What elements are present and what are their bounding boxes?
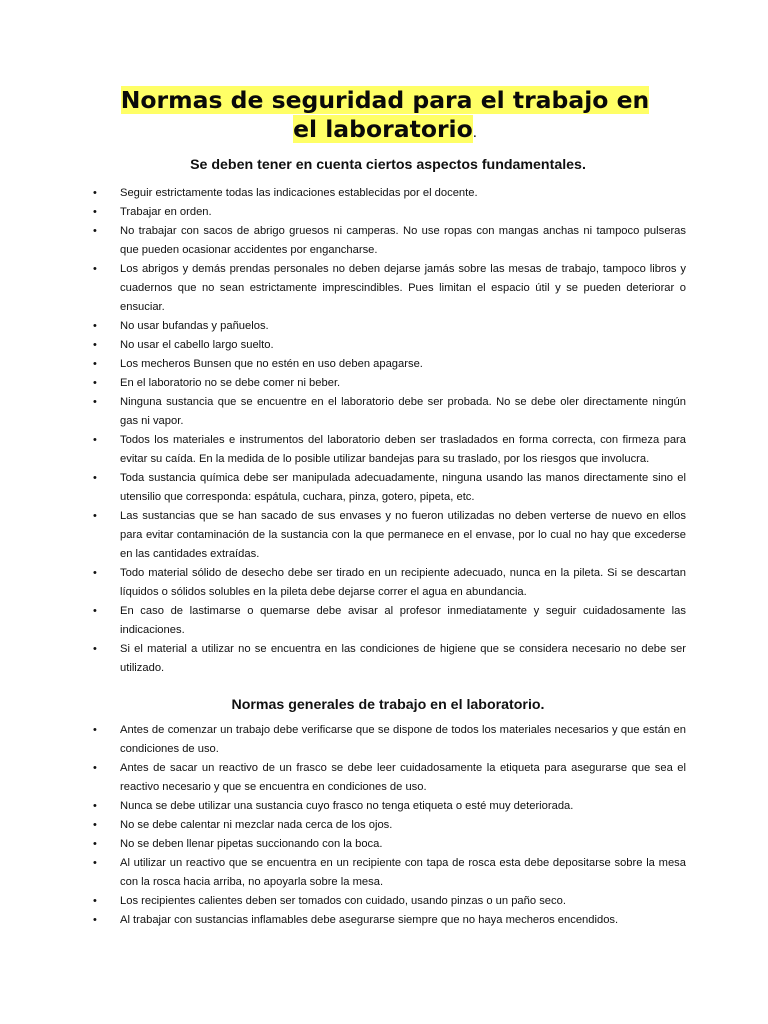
bullet-icon: • bbox=[93, 187, 97, 199]
list-item-text: Los mecheros Bunsen que no estén en uso deben apagarse. bbox=[120, 358, 423, 370]
bullet-icon: • bbox=[93, 762, 97, 774]
section-1-heading-text: Se deben tener en cuenta ciertos aspectos fundamentales bbox=[190, 157, 582, 173]
list-item-text: No trabajar con sacos de abrigo gruesos ni camperas. No use ropas con mangas anchas ni tampoco pulseras que pueden ocasionar accidentes por engancharse. bbox=[120, 225, 686, 256]
list-item bbox=[90, 602, 686, 640]
list-item bbox=[90, 260, 686, 317]
bullet-icon: • bbox=[93, 605, 97, 617]
list-item bbox=[90, 640, 686, 678]
title-line-2: el laboratorio bbox=[293, 115, 473, 143]
list-item-text: Todos los materiales e instrumentos del laboratorio deben ser trasladados en forma correcta, con firmeza para evitar su caída. En la medida de lo posible utilizar bandejas para su traslado, por los riesgos que involucra. bbox=[120, 434, 686, 465]
list-item bbox=[90, 469, 686, 507]
list-item bbox=[90, 336, 686, 355]
bullet-icon: • bbox=[93, 724, 97, 736]
bullet-icon: • bbox=[93, 358, 97, 370]
list-item bbox=[90, 835, 686, 854]
safety-rules-list bbox=[90, 184, 686, 678]
list-item-text: Ninguna sustancia que se encuentre en el laboratorio debe ser probada. No se debe oler directamente ningún gas ni vapor. bbox=[120, 396, 686, 427]
bullet-icon: • bbox=[93, 339, 97, 351]
bullet-icon: • bbox=[93, 263, 97, 275]
list-item bbox=[90, 393, 686, 431]
list-item-text: Trabajar en orden. bbox=[120, 206, 212, 218]
bullet-icon: • bbox=[93, 567, 97, 579]
list-item bbox=[90, 184, 686, 203]
bullet-icon: • bbox=[93, 510, 97, 522]
list-item bbox=[90, 911, 686, 930]
section-2-heading: Normas generales de trabajo en el laboratorio. bbox=[231, 697, 545, 713]
list-item-text: En el laboratorio no se debe comer ni beber. bbox=[120, 377, 341, 389]
section-1-heading bbox=[90, 157, 686, 173]
list-item-text: Nunca se debe utilizar una sustancia cuyo frasco no tenga etiqueta o esté muy deteriorada. bbox=[120, 800, 574, 812]
bullet-icon: • bbox=[93, 895, 97, 907]
list-item bbox=[90, 721, 686, 759]
bullet-icon: • bbox=[93, 819, 97, 831]
section-1-heading-dot: . bbox=[581, 157, 586, 173]
list-item-text: Todo material sólido de desecho debe ser tirado en un recipiente adecuado, nunca en la pileta. Si se descartan líquidos o sólidos solubles en la pileta debe dejarse correr el agua en abundancia. bbox=[120, 567, 686, 598]
list-item bbox=[90, 203, 686, 222]
list-item-text: Al utilizar un reactivo que se encuentra en un recipiente con tapa de rosca esta debe depositarse sobre la mesa con la rosca hacia arriba, no apoyarla sobre la mesa. bbox=[120, 857, 686, 888]
list-item-text: Al trabajar con sustancias inflamables debe asegurarse siempre que no haya mecheros encendidos. bbox=[120, 914, 619, 926]
list-item-text: No se deben llenar pipetas succionando con la boca. bbox=[120, 838, 383, 850]
bullet-icon: • bbox=[93, 225, 97, 237]
general-rules-list bbox=[90, 721, 686, 930]
list-item bbox=[90, 431, 686, 469]
title-line-1: Normas de seguridad para el trabajo en bbox=[120, 86, 650, 114]
bullet-icon: • bbox=[93, 320, 97, 332]
list-item-text: Seguir estrictamente todas las indicaciones establecidas por el docente. bbox=[120, 187, 478, 199]
list-item bbox=[90, 854, 686, 892]
list-item bbox=[90, 797, 686, 816]
list-item-text: Los recipientes calientes deben ser tomados con cuidado, usando pinzas o un paño seco. bbox=[120, 895, 566, 907]
list-item-text: No se debe calentar ni mezclar nada cerca de los ojos. bbox=[120, 819, 393, 831]
bullet-icon: • bbox=[93, 643, 97, 655]
bullet-icon: • bbox=[93, 434, 97, 446]
list-item-text: En caso de lastimarse o quemarse debe avisar al profesor inmediatamente y seguir cuidadosamente las indicaciones. bbox=[120, 605, 686, 636]
list-item bbox=[90, 374, 686, 393]
bullet-icon: • bbox=[93, 206, 97, 218]
bullet-icon: • bbox=[93, 838, 97, 850]
list-item-text: Antes de sacar un reactivo de un frasco se debe leer cuidadosamente la etiqueta para asegurarse que sea el reactivo necesario y que se encuentra en condiciones de uso. bbox=[120, 762, 686, 793]
list-item bbox=[90, 816, 686, 835]
list-item-text: Si el material a utilizar no se encuentra en las condiciones de higiene que se considera necesario no debe ser utilizado. bbox=[120, 643, 686, 674]
bullet-icon: • bbox=[93, 800, 97, 812]
list-item bbox=[90, 355, 686, 374]
list-item bbox=[90, 892, 686, 911]
bullet-icon: • bbox=[93, 377, 97, 389]
list-item-text: No usar el cabello largo suelto. bbox=[120, 339, 274, 351]
bullet-icon: • bbox=[93, 857, 97, 869]
list-item-text: Antes de comenzar un trabajo debe verificarse que se dispone de todos los materiales necesarios y que están en condiciones de uso. bbox=[120, 724, 686, 755]
list-item bbox=[90, 222, 686, 260]
list-item bbox=[90, 564, 686, 602]
list-item-text: Las sustancias que se han sacado de sus envases y no fueron utilizadas no deben verterse de nuevo en ellos para evitar contaminación de la sustancia con la que permanece en el envase, por lo cual no hay que excederse en las cantidades extraídas. bbox=[120, 510, 686, 560]
list-item-text: No usar bufandas y pañuelos. bbox=[120, 320, 269, 332]
list-item bbox=[90, 317, 686, 336]
title-dot: . bbox=[472, 124, 477, 141]
bullet-icon: • bbox=[93, 472, 97, 484]
bullet-icon: • bbox=[93, 396, 97, 408]
list-item-text: Los abrigos y demás prendas personales no deben dejarse jamás sobre las mesas de trabajo, tampoco libros y cuadernos que no sean estrictamente imprescindibles. Pues limitan el espacio útil y se pueden deteriorar o ensuciar. bbox=[120, 263, 686, 313]
list-item bbox=[90, 507, 686, 564]
list-item bbox=[90, 759, 686, 797]
bullet-icon: • bbox=[93, 914, 97, 926]
list-item-text: Toda sustancia química debe ser manipulada adecuadamente, ninguna usando las manos directamente sino el utensilio que corresponda: espátula, cuchara, pinza, gotero, pipeta, etc. bbox=[120, 472, 686, 503]
page-title bbox=[60, 86, 710, 147]
